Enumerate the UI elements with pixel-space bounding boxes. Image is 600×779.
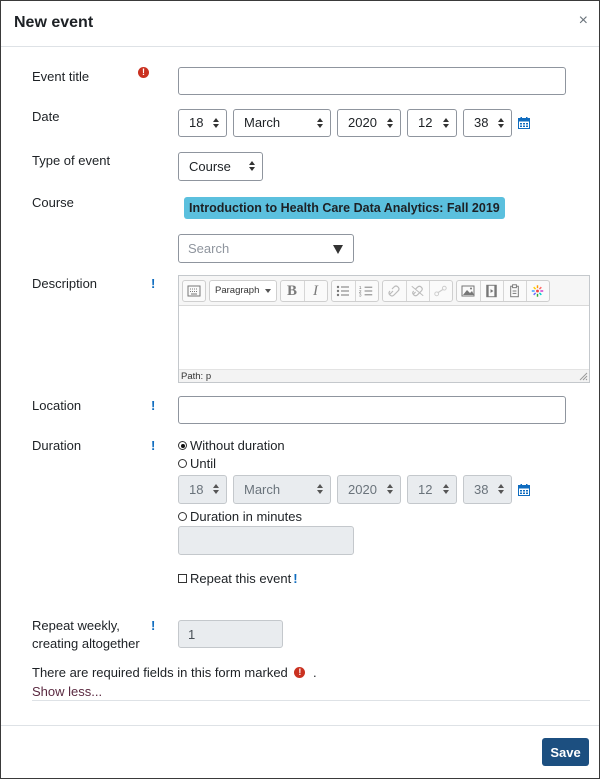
radio-until[interactable]: [178, 456, 216, 472]
radio-duration-minutes[interactable]: [178, 509, 302, 525]
select-arrows-icon: [443, 484, 449, 494]
toolbar-collapse-group: [182, 280, 206, 302]
required-fields-note-text: There are required fields in this form marked: [32, 665, 288, 680]
radio-until-label: Until: [190, 456, 217, 471]
selected-course-badge[interactable]: Introduction to Health Care Data Analytics: Fall 2019: [184, 197, 505, 219]
help-icon[interactable]: !: [151, 438, 156, 453]
toolbar-media-group: [456, 280, 550, 302]
recordrtc-icon[interactable]: [526, 281, 548, 301]
help-icon[interactable]: !: [293, 571, 298, 586]
radio-without-duration-label: Without duration: [190, 438, 285, 453]
toolbar-style-group: [280, 280, 328, 302]
select-arrows-icon: [387, 484, 393, 494]
until-day-value: 18: [189, 482, 204, 497]
calendar-icon[interactable]: [518, 117, 530, 129]
course-label: Course: [32, 195, 74, 210]
date-year-select[interactable]: [337, 109, 401, 137]
select-arrows-icon: [213, 118, 219, 128]
until-hour-value: 12: [418, 482, 433, 497]
select-arrows-icon: [443, 118, 449, 128]
media-icon[interactable]: [480, 281, 502, 301]
repeat-weekly-label-line1: Repeat weekly,: [32, 618, 120, 633]
editor-path-bar: Path: p: [179, 369, 589, 382]
select-arrows-icon: [317, 484, 323, 494]
radio-duration-minutes-label: Duration in minutes: [190, 509, 302, 524]
close-icon[interactable]: ×: [578, 12, 588, 29]
type-of-event-value: Course: [189, 159, 231, 174]
type-of-event-label: Type of event: [32, 153, 111, 168]
date-hour-select[interactable]: [407, 109, 457, 137]
resize-handle-icon[interactable]: [579, 372, 588, 381]
italic-icon[interactable]: I: [304, 281, 326, 301]
ordered-list-icon[interactable]: [355, 281, 377, 301]
date-minute-value: 38: [474, 115, 489, 130]
select-arrows-icon: [498, 118, 504, 128]
svg-text:2: 2: [358, 289, 362, 295]
save-button[interactable]: Save: [542, 738, 589, 766]
date-year-value: 2020: [348, 115, 377, 130]
select-arrows-icon: [387, 118, 393, 128]
radio-button[interactable]: [178, 512, 187, 521]
description-editor: [178, 275, 590, 383]
until-month-value: March: [244, 482, 281, 497]
select-arrows-icon: [317, 118, 323, 128]
repeat-checkbox-row[interactable]: [178, 571, 298, 587]
required-icon: !: [138, 67, 149, 78]
paragraph-format-value: Paragraph: [215, 285, 260, 296]
until-minute-select: [463, 475, 512, 504]
until-year-value: 2020: [348, 482, 377, 497]
show-less-link[interactable]: Show less...: [32, 684, 103, 699]
help-icon[interactable]: !: [151, 398, 156, 413]
svg-text:1: 1: [358, 286, 362, 292]
duration-label: Duration: [32, 438, 82, 453]
toolbar-link-group: [382, 280, 453, 302]
dropdown-arrow-icon: [333, 245, 343, 254]
dropdown-arrow-icon: [265, 289, 271, 293]
date-day-select[interactable]: [178, 109, 227, 137]
course-search-placeholder: Search: [188, 241, 230, 256]
image-icon[interactable]: [457, 281, 479, 301]
unlink-icon[interactable]: [406, 281, 428, 301]
event-title-input[interactable]: [178, 67, 566, 95]
calendar-icon[interactable]: [518, 484, 530, 496]
repeat-weekly-label-line2: creating altogether: [32, 636, 140, 651]
help-icon[interactable]: !: [151, 618, 156, 633]
select-arrows-icon: [498, 484, 504, 494]
radio-without-duration[interactable]: [178, 438, 285, 454]
until-hour-select: [407, 475, 457, 504]
required-icon: !: [294, 667, 305, 678]
editor-toolbar: [179, 276, 589, 306]
select-arrows-icon: [249, 161, 255, 171]
date-month-value: March: [244, 115, 281, 130]
duration-minutes-input: [178, 526, 354, 555]
type-of-event-select[interactable]: [178, 152, 263, 181]
keyboard-icon[interactable]: [183, 281, 205, 301]
repeat-label: Repeat this event: [190, 571, 292, 586]
repeat-weekly-input: [178, 620, 283, 648]
required-fields-note: [32, 665, 317, 681]
radio-button-checked[interactable]: [178, 441, 187, 450]
bold-icon[interactable]: B: [286, 283, 297, 299]
date-minute-select[interactable]: [463, 109, 512, 137]
modal-title: New event: [14, 14, 94, 31]
help-icon[interactable]: !: [151, 276, 156, 291]
until-year-select: [337, 475, 401, 504]
divider: [32, 700, 590, 701]
event-title-label: Event title: [32, 69, 90, 84]
course-search-select[interactable]: [178, 234, 354, 263]
footer-divider: [1, 725, 599, 726]
unordered-list-icon[interactable]: [332, 281, 354, 301]
description-label: Description: [32, 276, 98, 291]
link-icon[interactable]: [383, 281, 405, 301]
manage-files-icon[interactable]: [503, 281, 525, 301]
paragraph-format-select[interactable]: [209, 280, 277, 302]
anchor-icon[interactable]: [429, 281, 451, 301]
toolbar-list-group: [331, 280, 379, 302]
location-label: Location: [32, 398, 82, 413]
select-arrows-icon: [213, 484, 219, 494]
date-day-value: 18: [189, 115, 204, 130]
required-fields-note-end: .: [313, 665, 317, 680]
repeat-checkbox[interactable]: [178, 574, 187, 583]
until-day-select: [178, 475, 227, 504]
until-month-select: [233, 475, 331, 504]
svg-text:3: 3: [358, 293, 362, 299]
location-input[interactable]: [178, 396, 566, 424]
modal-header: [1, 1, 599, 47]
radio-button[interactable]: [178, 459, 187, 468]
date-month-select[interactable]: [233, 109, 331, 137]
date-hour-value: 12: [418, 115, 433, 130]
until-minute-value: 38: [474, 482, 489, 497]
description-text-area[interactable]: [179, 307, 589, 369]
date-label: Date: [32, 109, 60, 124]
